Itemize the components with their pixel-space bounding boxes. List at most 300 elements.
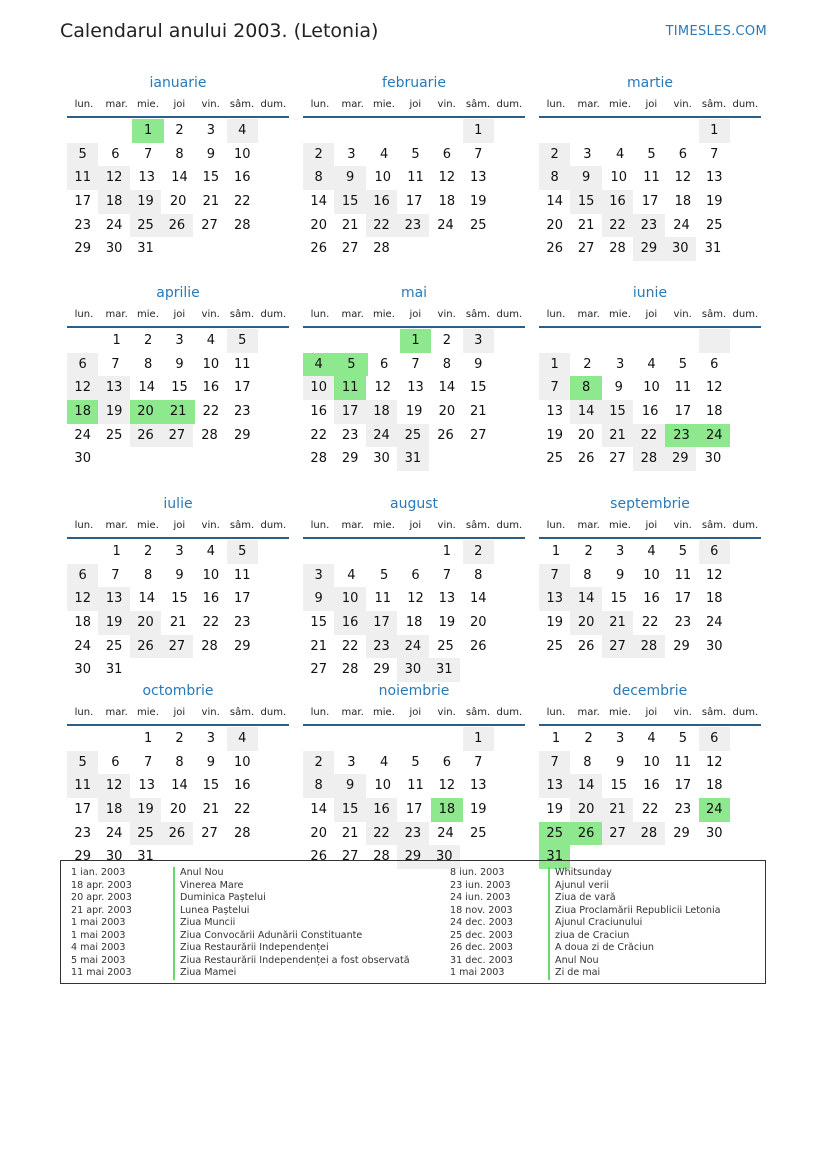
day-cell[interactable]: 28	[373, 849, 390, 865]
day-cell[interactable]: 30	[74, 451, 91, 467]
day-cell[interactable]: 23	[674, 615, 692, 631]
day-cell[interactable]: 11	[407, 170, 424, 186]
day-cell[interactable]: 21	[577, 217, 595, 233]
day-cell[interactable]: 8	[583, 567, 592, 583]
day-cell[interactable]: 25	[469, 825, 487, 841]
day-cell[interactable]: 31	[137, 849, 154, 865]
day-cell[interactable]: 17	[74, 194, 91, 210]
day-cell[interactable]: 7	[111, 567, 120, 583]
day-cell[interactable]: 25	[546, 638, 563, 654]
day-cell[interactable]: 3	[347, 146, 356, 162]
day-cell[interactable]: 10	[610, 170, 628, 186]
day-cell[interactable]: 15	[334, 190, 365, 214]
day-cell[interactable]: 15	[334, 798, 365, 822]
day-cell[interactable]: 25	[105, 427, 123, 443]
day-cell[interactable]: 29	[233, 638, 251, 654]
day-cell[interactable]: 19	[130, 190, 161, 214]
day-cell[interactable]: 8	[583, 754, 592, 770]
day-cell[interactable]: 13	[438, 591, 456, 607]
day-cell[interactable]: 31	[137, 241, 154, 257]
day-cell[interactable]: 12	[705, 754, 723, 770]
day-cell[interactable]: 28	[201, 427, 218, 443]
day-cell[interactable]: 28	[633, 447, 664, 471]
day-cell[interactable]: 19	[469, 194, 487, 210]
day-cell[interactable]: 12	[705, 567, 723, 583]
day-cell[interactable]: 27	[161, 635, 192, 659]
day-cell[interactable]: 23	[341, 427, 359, 443]
day-cell[interactable]: 16	[602, 190, 633, 214]
day-cell[interactable]: 19	[405, 404, 423, 420]
day-cell[interactable]: 17	[233, 380, 251, 396]
day-cell[interactable]: 2	[442, 333, 451, 348]
day-cell[interactable]: 17	[674, 591, 692, 607]
day-cell[interactable]: 9	[615, 754, 625, 770]
day-cell[interactable]: 29	[673, 638, 690, 654]
day-cell[interactable]: 11	[674, 567, 692, 583]
day-cell[interactable]: 25	[705, 217, 723, 233]
day-cell[interactable]: 19	[130, 798, 161, 822]
day-cell[interactable]: 15	[202, 778, 220, 794]
day-cell[interactable]: 4	[227, 727, 258, 751]
day-cell[interactable]: 21	[161, 400, 195, 424]
day-cell[interactable]: 18	[705, 404, 723, 420]
day-cell[interactable]: 15	[171, 591, 188, 607]
day-cell[interactable]: 1	[143, 731, 153, 746]
day-cell[interactable]: 22	[633, 424, 664, 448]
day-cell[interactable]: 28	[633, 822, 664, 846]
day-cell[interactable]: 5	[678, 544, 687, 559]
day-cell[interactable]: 24	[105, 217, 123, 233]
day-cell[interactable]: 27	[469, 427, 487, 443]
day-cell[interactable]: 26	[570, 822, 601, 846]
day-cell[interactable]: 24	[437, 217, 454, 233]
day-cell[interactable]: 21	[341, 825, 359, 841]
day-cell[interactable]: 10	[202, 567, 220, 583]
day-cell[interactable]: 16	[334, 611, 365, 635]
day-cell[interactable]: 5	[678, 356, 687, 372]
day-cell[interactable]: 13	[469, 778, 487, 794]
day-cell[interactable]: 28	[201, 638, 218, 654]
day-cell[interactable]: 17	[674, 404, 692, 420]
day-cell[interactable]: 17	[405, 802, 423, 818]
day-cell[interactable]: 1	[112, 333, 121, 348]
day-cell[interactable]: 3	[303, 564, 334, 588]
day-cell[interactable]: 16	[643, 778, 660, 794]
day-cell[interactable]: 25	[546, 451, 563, 467]
day-cell[interactable]: 3	[615, 544, 625, 559]
day-cell[interactable]: 20	[438, 404, 456, 420]
day-cell[interactable]: 3	[463, 329, 494, 353]
day-cell[interactable]: 24	[366, 424, 397, 448]
day-cell[interactable]: 8	[303, 774, 334, 798]
day-cell[interactable]: 15	[310, 615, 327, 631]
day-cell[interactable]: 21	[341, 217, 359, 233]
day-cell[interactable]: 31	[105, 662, 123, 678]
day-cell[interactable]: 11	[67, 166, 98, 190]
day-cell[interactable]: 30	[105, 849, 123, 865]
day-cell[interactable]: 9	[474, 356, 483, 372]
day-cell[interactable]: 2	[175, 731, 184, 746]
day-cell[interactable]: 22	[641, 615, 659, 631]
day-cell[interactable]: 11	[334, 376, 365, 400]
day-cell[interactable]: 21	[602, 611, 633, 635]
day-cell[interactable]: 15	[602, 400, 633, 424]
day-cell[interactable]: 24	[437, 825, 454, 841]
day-cell[interactable]: 23	[665, 424, 699, 448]
day-cell[interactable]: 4	[227, 119, 258, 143]
day-cell[interactable]: 20	[130, 400, 161, 424]
day-cell[interactable]: 24	[699, 424, 730, 448]
day-cell[interactable]: 14	[570, 587, 601, 611]
day-cell[interactable]: 16	[310, 404, 327, 420]
day-cell[interactable]: 19	[546, 802, 563, 818]
day-cell[interactable]: 10	[334, 587, 365, 611]
day-cell[interactable]: 30	[397, 658, 428, 682]
day-cell[interactable]: 12	[705, 380, 723, 396]
day-cell[interactable]: 4	[206, 544, 215, 559]
day-cell[interactable]: 27	[201, 217, 218, 233]
day-cell[interactable]: 14	[310, 802, 327, 818]
day-cell[interactable]: 17	[366, 611, 397, 635]
day-cell[interactable]: 15	[610, 778, 628, 794]
day-cell[interactable]: 22	[233, 802, 251, 818]
day-cell[interactable]: 25	[105, 638, 123, 654]
day-cell[interactable]: 12	[674, 170, 692, 186]
day-cell[interactable]: 14	[138, 591, 156, 607]
day-cell[interactable]: 6	[411, 567, 420, 583]
day-cell[interactable]: 3	[175, 544, 184, 559]
day-cell[interactable]: 6	[67, 353, 98, 377]
day-cell[interactable]: 8	[474, 567, 483, 583]
day-cell[interactable]: 30	[429, 845, 460, 869]
day-cell[interactable]: 2	[584, 544, 593, 559]
day-cell[interactable]: 21	[202, 194, 220, 210]
day-cell[interactable]: 5	[647, 146, 656, 162]
day-cell[interactable]: 30	[105, 241, 123, 257]
day-cell[interactable]: 18	[438, 194, 456, 210]
day-cell[interactable]: 29	[233, 427, 251, 443]
day-cell[interactable]: 8	[570, 376, 601, 400]
day-cell[interactable]: 23	[74, 825, 91, 841]
day-cell[interactable]: 14	[138, 380, 156, 396]
day-cell[interactable]: 2	[303, 143, 334, 167]
day-cell[interactable]: 29	[665, 447, 696, 471]
day-cell[interactable]: 15	[469, 380, 487, 396]
day-cell[interactable]: 24	[74, 427, 91, 443]
day-cell[interactable]: 8	[175, 754, 184, 770]
day-cell[interactable]: 7	[474, 754, 483, 770]
day-cell[interactable]: 12	[67, 587, 98, 611]
day-cell[interactable]: 22	[366, 214, 397, 238]
day-cell[interactable]: 31	[704, 241, 722, 257]
day-cell[interactable]: 29	[74, 849, 91, 865]
day-cell[interactable]: 27	[341, 849, 359, 865]
day-cell[interactable]: 5	[67, 143, 98, 167]
day-cell[interactable]: 8	[143, 356, 153, 372]
day-cell[interactable]: 1	[132, 119, 163, 143]
day-cell[interactable]: 13	[138, 778, 156, 794]
day-cell[interactable]: 2	[143, 333, 153, 348]
day-cell[interactable]: 23	[233, 404, 251, 420]
day-cell[interactable]: 10	[374, 170, 392, 186]
day-cell[interactable]: 27	[609, 451, 626, 467]
day-cell[interactable]: 27	[577, 241, 595, 257]
day-cell[interactable]: 3	[615, 731, 625, 746]
day-cell[interactable]: 9	[175, 356, 184, 372]
day-cell[interactable]: 9	[334, 774, 365, 798]
day-cell[interactable]: 19	[546, 427, 563, 443]
day-cell[interactable]: 4	[379, 146, 389, 162]
day-cell[interactable]: 4	[615, 146, 625, 162]
day-cell[interactable]: 14	[171, 778, 188, 794]
day-cell[interactable]: 28	[373, 241, 390, 257]
day-cell[interactable]: 7	[539, 376, 570, 400]
day-cell[interactable]: 16	[202, 380, 220, 396]
day-cell[interactable]: 31	[539, 845, 570, 869]
day-cell[interactable]: 13	[407, 380, 424, 396]
day-cell[interactable]: 9	[615, 567, 625, 583]
day-cell[interactable]: 1	[551, 544, 561, 559]
day-cell[interactable]: 12	[67, 376, 98, 400]
day-cell[interactable]: 30	[665, 237, 696, 261]
day-cell[interactable]: 16	[641, 404, 659, 420]
day-cell[interactable]: 25	[130, 214, 161, 238]
day-cell[interactable]: 17	[334, 400, 365, 424]
day-cell[interactable]: 7	[474, 146, 483, 162]
day-cell[interactable]: 4	[206, 333, 215, 348]
day-cell[interactable]: 14	[171, 170, 188, 186]
day-cell[interactable]: 12	[98, 774, 129, 798]
day-cell[interactable]: 14	[570, 400, 601, 424]
day-cell[interactable]: 7	[710, 146, 719, 162]
day-cell[interactable]: 27	[310, 662, 327, 678]
day-cell[interactable]: 1	[463, 119, 494, 143]
day-cell[interactable]: 7	[143, 146, 153, 162]
day-cell[interactable]: 6	[699, 727, 730, 751]
day-cell[interactable]: 17	[74, 802, 91, 818]
day-cell[interactable]: 4	[647, 356, 656, 372]
day-cell[interactable]: 24	[705, 615, 723, 631]
day-cell[interactable]: 16	[643, 591, 660, 607]
day-cell[interactable]: 29	[74, 241, 91, 257]
day-cell[interactable]: 18	[67, 400, 98, 424]
day-cell[interactable]: 18	[705, 591, 723, 607]
day-cell[interactable]: 25	[130, 822, 161, 846]
day-cell[interactable]: 13	[469, 170, 487, 186]
day-cell[interactable]: 13	[98, 376, 129, 400]
day-cell[interactable]: 26	[161, 822, 192, 846]
day-cell[interactable]: 15	[202, 170, 220, 186]
day-cell[interactable]: 10	[233, 146, 251, 162]
day-cell[interactable]: 6	[442, 754, 451, 770]
day-cell[interactable]: 6	[699, 540, 730, 564]
day-cell[interactable]: 20	[310, 217, 327, 233]
day-cell[interactable]: 7	[143, 754, 153, 770]
day-cell[interactable]: 30	[705, 638, 723, 654]
day-cell[interactable]: 7	[411, 356, 420, 372]
day-cell[interactable]: 29	[633, 237, 664, 261]
day-cell[interactable]: 23	[633, 214, 664, 238]
day-cell[interactable]: 22	[366, 822, 397, 846]
day-cell[interactable]: 10	[643, 380, 660, 396]
day-cell[interactable]: 3	[175, 333, 184, 348]
day-cell[interactable]: 10	[374, 778, 392, 794]
day-cell[interactable]: 5	[67, 751, 98, 775]
day-cell[interactable]: 26	[577, 451, 595, 467]
day-cell[interactable]: 11	[643, 170, 660, 186]
day-cell[interactable]: 2	[583, 356, 592, 372]
day-cell[interactable]: 13	[705, 170, 723, 186]
day-cell[interactable]: 24	[74, 638, 91, 654]
day-cell[interactable]: 22	[233, 194, 251, 210]
day-cell[interactable]: 24	[397, 635, 428, 659]
day-cell[interactable]: 8	[143, 567, 153, 583]
day-cell[interactable]: 11	[233, 567, 251, 583]
day-cell[interactable]: 3	[206, 123, 215, 138]
day-cell[interactable]: 22	[310, 427, 327, 443]
day-cell[interactable]: 21	[202, 802, 220, 818]
day-cell[interactable]: 24	[699, 798, 730, 822]
day-cell[interactable]: 29	[341, 451, 359, 467]
day-cell[interactable]: 16	[233, 778, 251, 794]
day-cell[interactable]: 13	[546, 404, 563, 420]
day-cell[interactable]: 31	[429, 658, 460, 682]
day-cell[interactable]: 21	[602, 424, 633, 448]
day-cell[interactable]: 6	[67, 564, 98, 588]
day-cell[interactable]: 28	[233, 825, 251, 841]
day-cell[interactable]: 19	[469, 802, 487, 818]
day-cell[interactable]: 1	[551, 731, 561, 746]
day-cell[interactable]: 12	[98, 166, 129, 190]
day-cell[interactable]: 9	[570, 166, 601, 190]
day-cell[interactable]: 30	[704, 451, 722, 467]
day-cell[interactable]: 27	[602, 635, 633, 659]
day-cell[interactable]: 2	[143, 544, 153, 559]
day-cell[interactable]: 1	[539, 353, 570, 377]
day-cell[interactable]: 21	[169, 615, 187, 631]
day-cell[interactable]: 23	[397, 214, 428, 238]
day-cell[interactable]: 26	[577, 638, 595, 654]
day-cell[interactable]: 28	[341, 662, 359, 678]
day-cell[interactable]: 19	[438, 615, 456, 631]
day-cell[interactable]: 19	[98, 400, 129, 424]
day-cell[interactable]: 4	[379, 754, 389, 770]
day-cell[interactable]: 27	[341, 241, 359, 257]
day-cell[interactable]: 17	[405, 194, 423, 210]
day-cell[interactable]: 18	[705, 778, 723, 794]
day-cell[interactable]: 23	[397, 822, 428, 846]
day-cell[interactable]: 24	[673, 217, 690, 233]
day-cell[interactable]: 6	[111, 754, 120, 770]
day-cell[interactable]: 17	[641, 194, 659, 210]
day-cell[interactable]: 20	[169, 802, 187, 818]
day-cell[interactable]: 17	[233, 591, 251, 607]
day-cell[interactable]: 21	[310, 638, 327, 654]
day-cell[interactable]: 22	[202, 615, 220, 631]
day-cell[interactable]: 19	[705, 194, 723, 210]
day-cell[interactable]: 1	[442, 544, 451, 559]
day-cell[interactable]: 17	[674, 778, 692, 794]
day-cell[interactable]: 23	[233, 615, 251, 631]
day-cell[interactable]: 15	[171, 380, 188, 396]
day-cell[interactable]: 30	[74, 662, 91, 678]
day-cell[interactable]: 11	[674, 380, 692, 396]
day-cell[interactable]: 1	[400, 329, 431, 353]
day-cell[interactable]: 14	[310, 194, 327, 210]
day-cell[interactable]: 9	[175, 567, 184, 583]
day-cell[interactable]: 8	[442, 356, 451, 372]
day-cell[interactable]: 31	[397, 447, 428, 471]
day-cell[interactable]: 11	[233, 356, 251, 372]
day-cell[interactable]: 8	[175, 146, 184, 162]
day-cell[interactable]: 5	[411, 754, 420, 770]
day-cell[interactable]: 16	[366, 190, 397, 214]
day-cell[interactable]: 26	[130, 424, 161, 448]
day-cell[interactable]: 18	[431, 798, 462, 822]
day-cell[interactable]: 2	[303, 751, 334, 775]
day-cell[interactable]: 29	[373, 662, 390, 678]
day-cell[interactable]: 2	[539, 143, 570, 167]
day-cell[interactable]: 1	[699, 119, 730, 143]
day-cell[interactable]: 26	[437, 427, 454, 443]
day-cell[interactable]: 12	[438, 170, 456, 186]
day-cell[interactable]: 21	[469, 404, 487, 420]
day-cell[interactable]: 11	[374, 591, 392, 607]
day-cell[interactable]: 28	[633, 635, 664, 659]
day-cell[interactable]: 7	[539, 564, 570, 588]
day-cell[interactable]: 7	[539, 751, 570, 775]
day-cell[interactable]: 1	[112, 544, 121, 559]
day-cell[interactable]: 6	[442, 146, 451, 162]
day-cell[interactable]: 22	[341, 638, 359, 654]
day-cell[interactable]: 3	[583, 146, 592, 162]
day-cell[interactable]: 18	[405, 615, 423, 631]
day-cell[interactable]: 7	[442, 567, 451, 583]
day-cell[interactable]: 4	[647, 731, 656, 746]
day-cell[interactable]: 20	[130, 611, 161, 635]
day-cell[interactable]: 10	[303, 376, 334, 400]
day-cell[interactable]: 20	[570, 798, 601, 822]
day-cell[interactable]: 10	[643, 567, 660, 583]
day-cell[interactable]: 5	[678, 731, 687, 746]
day-cell[interactable]: 18	[366, 400, 397, 424]
day-cell[interactable]: 13	[98, 587, 129, 611]
day-cell[interactable]: 14	[438, 380, 456, 396]
day-cell[interactable]: 4	[303, 353, 334, 377]
day-cell[interactable]: 2	[463, 540, 494, 564]
day-cell[interactable]: 24	[105, 825, 123, 841]
day-cell[interactable]: 30	[373, 451, 390, 467]
day-cell[interactable]: 5	[411, 146, 420, 162]
day-cell[interactable]: 25	[437, 638, 454, 654]
day-cell[interactable]: 27	[201, 825, 218, 841]
day-cell[interactable]: 30	[705, 825, 723, 841]
day-cell[interactable]: 16	[366, 798, 397, 822]
day-cell[interactable]: 16	[233, 170, 251, 186]
day-cell[interactable]: 20	[469, 615, 487, 631]
day-cell[interactable]: 5	[334, 353, 368, 377]
day-cell[interactable]: 6	[710, 356, 719, 372]
day-cell[interactable]: 4	[647, 544, 656, 559]
day-cell[interactable]: 10	[202, 356, 220, 372]
day-cell[interactable]: 18	[74, 615, 91, 631]
day-cell[interactable]: 26	[546, 241, 563, 257]
day-cell[interactable]: 7	[111, 356, 120, 372]
day-cell[interactable]: 10	[643, 754, 660, 770]
day-cell[interactable]: 22	[202, 404, 220, 420]
day-cell[interactable]: 3	[615, 356, 625, 372]
day-cell[interactable]: 12	[407, 591, 424, 607]
